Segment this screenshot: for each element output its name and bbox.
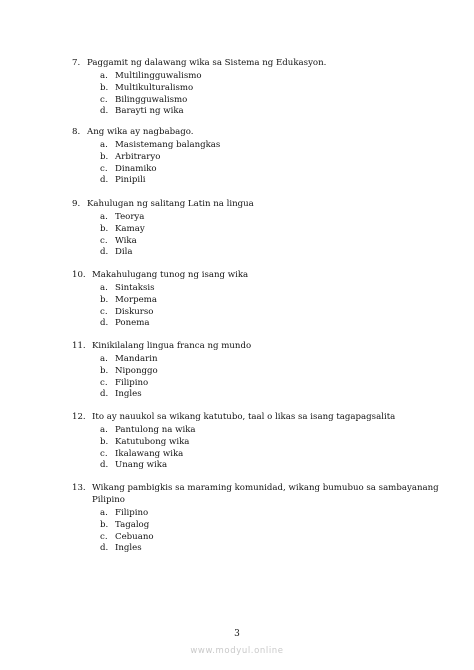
option-text: Unang wika [115,460,168,471]
option-b [72,224,452,236]
option-letter: b. [100,82,109,93]
option-text: Bilingguwalismo [115,94,188,105]
option-d [72,247,452,259]
option-text: Dila [115,247,133,258]
question-number: 7. [72,58,81,68]
options-list [72,283,452,330]
option-text: Filipino [115,377,149,388]
option-c [72,378,452,390]
options-list [72,508,452,555]
option-d [72,175,452,187]
option-a [72,140,452,152]
option-c [72,164,452,176]
option-text: Multikulturalismo [115,82,194,93]
option-b [72,520,452,532]
option-text: Masistemang balangkas [115,140,221,150]
question-text: Ito ay nauukol sa wikang katutubo, taal o likas sa isang tagapagsalita [92,412,396,422]
option-text: Multilingguwalismo [115,71,202,81]
option-letter: c. [100,377,108,388]
option-a [72,508,452,520]
option-b [72,295,452,307]
option-letter: b. [100,365,109,376]
question-text: Ang wika ay nagbabago. [87,127,194,137]
option-text: Katutubong wika [115,436,190,447]
option-letter: a. [100,140,108,150]
option-letter: b. [100,436,109,447]
option-text: Pantulong na wika [115,425,196,435]
question-9 [72,198,452,259]
option-b [72,83,452,95]
question-number: 10. [72,270,86,280]
question-stem [72,411,452,423]
option-text: Pinipili [115,175,146,186]
option-letter: d. [100,318,109,329]
option-text: Mandarin [115,354,158,364]
option-letter: b. [100,151,109,162]
option-text: Tagalog [115,519,150,530]
question-13 [72,482,452,555]
question-text: Kahulugan ng salitang Latin na lingua [87,199,254,209]
option-a [72,212,452,224]
option-a [72,71,452,83]
option-letter: c. [100,531,108,542]
question-stem [72,198,452,210]
option-text: Cebuano [115,531,154,542]
option-c [72,236,452,248]
question-stem [72,340,452,352]
page-number: 3 [234,629,240,639]
question-text: Kinikilalang lingua franca ng mundo [92,341,252,351]
question-stem [72,126,452,138]
option-letter: c. [100,163,108,174]
question-number: 13. [72,483,86,493]
option-letter: c. [100,94,108,105]
option-letter: a. [100,212,108,222]
options-list [72,140,452,187]
question-text: Wikang pambigkis sa maraming komunidad, wikang bumubuo sa sambayanang Pilipino [92,483,439,505]
option-letter: a. [100,71,108,81]
option-letter: d. [100,543,109,554]
question-number: 8. [72,127,81,137]
options-list [72,71,452,118]
option-letter: a. [100,508,108,518]
option-text: Dinamiko [115,163,157,174]
option-a [72,425,452,437]
options-list [72,425,452,472]
option-text: Niponggo [115,365,158,376]
option-d [72,106,452,118]
option-c [72,449,452,461]
option-d [72,460,452,472]
question-10 [72,269,452,330]
option-letter: a. [100,425,108,435]
question-number: 12. [72,412,86,422]
option-letter: d. [100,175,109,186]
option-d [72,318,452,330]
question-number: 9. [72,199,81,209]
option-letter: d. [100,389,109,400]
option-text: Sintaksis [115,283,155,293]
question-7 [72,57,452,118]
option-letter: b. [100,223,109,234]
option-text: Morpema [115,294,157,305]
option-d [72,389,452,401]
option-text: Wika [115,235,137,246]
option-letter: a. [100,283,108,293]
option-letter: b. [100,519,109,530]
option-text: Diskurso [115,306,154,317]
question-8 [72,126,452,187]
option-text: Ikalawang wika [115,448,184,459]
option-text: Ponema [115,318,150,329]
options-list [72,354,452,401]
option-letter: c. [100,235,108,246]
option-letter: d. [100,460,109,471]
option-c [72,307,452,319]
option-letter: a. [100,354,108,364]
question-stem [72,57,452,69]
question-number: 11. [72,341,86,351]
watermark: www.modyul.online [190,646,284,656]
option-text: Teorya [115,212,145,222]
question-12 [72,411,452,472]
option-text: Barayti ng wika [115,106,184,117]
option-text: Arbitraryo [115,151,161,162]
option-letter: d. [100,247,109,258]
option-letter: c. [100,306,108,317]
option-c [72,95,452,107]
option-letter: c. [100,448,108,459]
options-list [72,212,452,259]
option-b [72,152,452,164]
option-text: Kamay [115,223,145,234]
question-11 [72,340,452,401]
question-stem [72,269,452,281]
option-b [72,366,452,378]
option-a [72,283,452,295]
option-letter: b. [100,294,109,305]
question-text: Paggamit ng dalawang wika sa Sistema ng Edukasyon. [87,58,327,68]
option-text: Ingles [115,389,142,400]
option-d [72,543,452,555]
option-text: Filipino [115,508,149,518]
option-c [72,532,452,544]
question-stem [72,482,452,506]
option-b [72,437,452,449]
option-letter: d. [100,106,109,117]
option-a [72,354,452,366]
option-text: Ingles [115,543,142,554]
question-text: Makahulugang tunog ng isang wika [92,270,249,280]
